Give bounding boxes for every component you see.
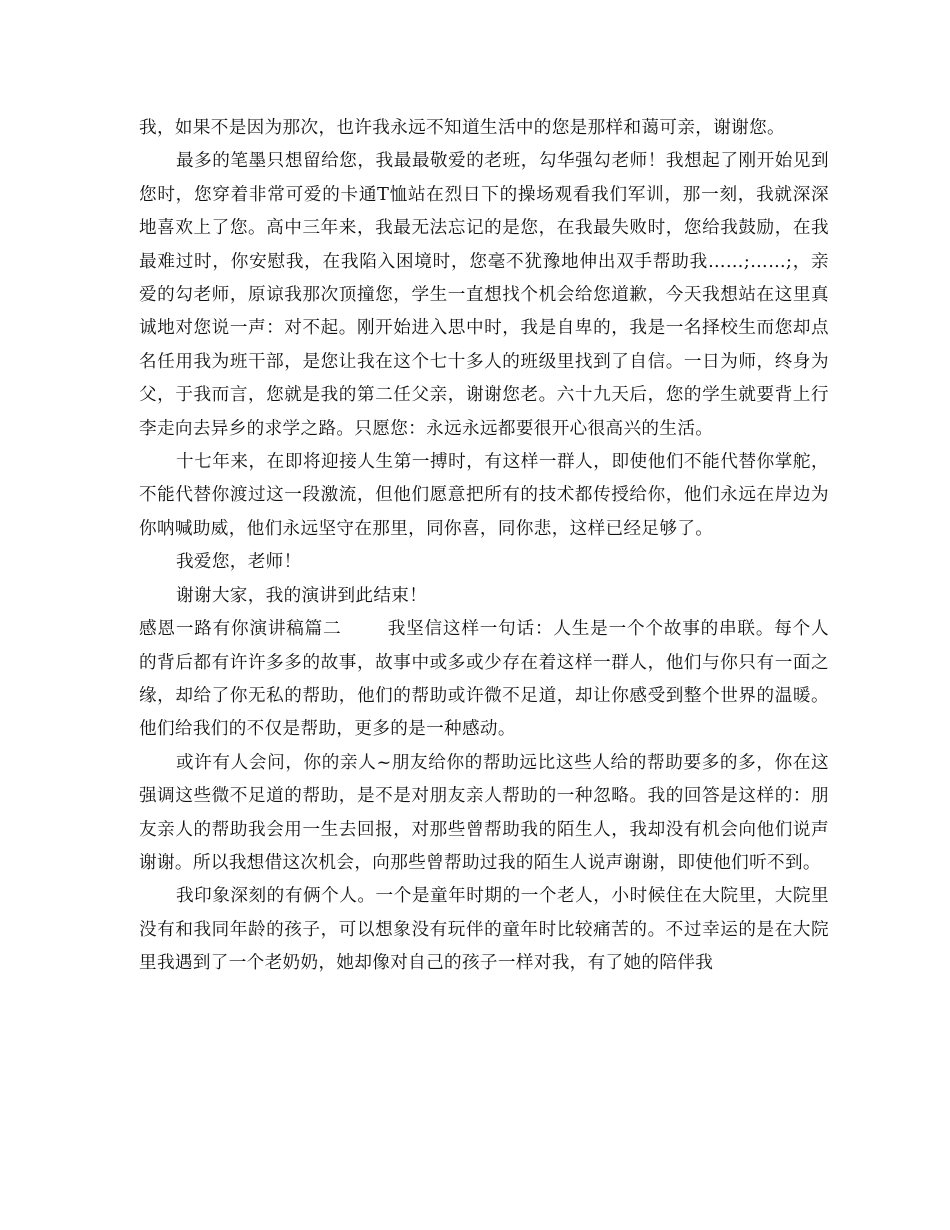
- paragraph-7: 我印象深刻的有俩个人。一个是童年时期的一个老人，小时候住在大院里，大院里没有和我同年龄的孩子，可以想象没有玩伴的童年时比较痛苦的。不过幸运的是在大院里我遇到了一个老奶奶，她却像对自己的孩子一样对我，有了她的陪伴我: [139, 886, 829, 974]
- paragraph-1: 我，如果不是因为那次，也许我永远不知道生活中的您是那样和蔼可亲，谢谢您。: [139, 118, 785, 138]
- document-body: [139, 112, 829, 981]
- paragraph-5: 谢谢大家，我的演讲到此结束！: [175, 585, 428, 606]
- paragraph-6: 或许有人会问，你的亲人~朋友给你的帮助远比这些人给的帮助要多的多，你在这强调这些微不足道的帮助，是不是对朋友亲人帮助的一种忽略。我的回答是这样的：朋友亲人的帮助我会用一生去回报，对那些曾帮助我的陌生人，我却没有机会向他们说声谢谢。所以我想借这次机会，向那些曾帮助过我的陌生人说声谢谢，即使他们听不到。: [139, 752, 829, 873]
- paragraph-2: 最多的笔墨只想留给您，我最最敬爱的老班，勾华强勾老师！我想起了刚开始见到您时，您穿着非常可爱的卡通T恤站在烈日下的操场观看我们军训，那一刻，我就深深地喜欢上了您。高中三年来，我最无法忘记的是您，在我最失败时，您给我鼓励，在我最难过时，你安慰我，在我陷入困境时，您毫不犹豫地伸出双手帮助我……;……;，亲爱的勾老师，原谅我那次顶撞您，学生一直想找个机会给您道歉，今天我想站在这里真诚地对您说一声：对不起。刚开始进入思中时，我是自卑的，我是一名择校生而您却点名任用我为班干部，是您让我在这个七十多人的班级里找到了自信。一日为师，终身为父，于我而言，您就是我的第二任父亲，谢谢您老。六十九天后，您的学生就要背上行李走向去异乡的求学之路。只愿您：永远永远都要很开心很高兴的生活。: [139, 151, 829, 439]
- section-first-paragraph: 我坚信这样一句话：人生是一个个故事的串联。每个人的背后都有许许多多的故事，故事中或多或少存在着这样一群人，他们与你只有一面之缘，却给了你无私的帮助，他们的帮助或许微不足道，却让你感受到整个世界的温暖。他们给我们的不仅是帮助，更多的是一种感动。: [139, 619, 829, 740]
- paragraph-4: 我爱您，老师！: [175, 552, 302, 573]
- section-heading: 感恩一路有你演讲稿篇二: [139, 619, 342, 640]
- section-paragraph: [139, 613, 829, 747]
- paragraph-3: 十七年来，在即将迎接人生第一搏时，有这样一群人，即使他们不能代替你掌舵，不能代替你渡过这一段激流，但他们愿意把所有的技术都传授给你，他们永远在岸边为你呐喊助威，他们永远坚守在那里，同你喜，同你悲，这样已经足够了。: [139, 452, 829, 539]
